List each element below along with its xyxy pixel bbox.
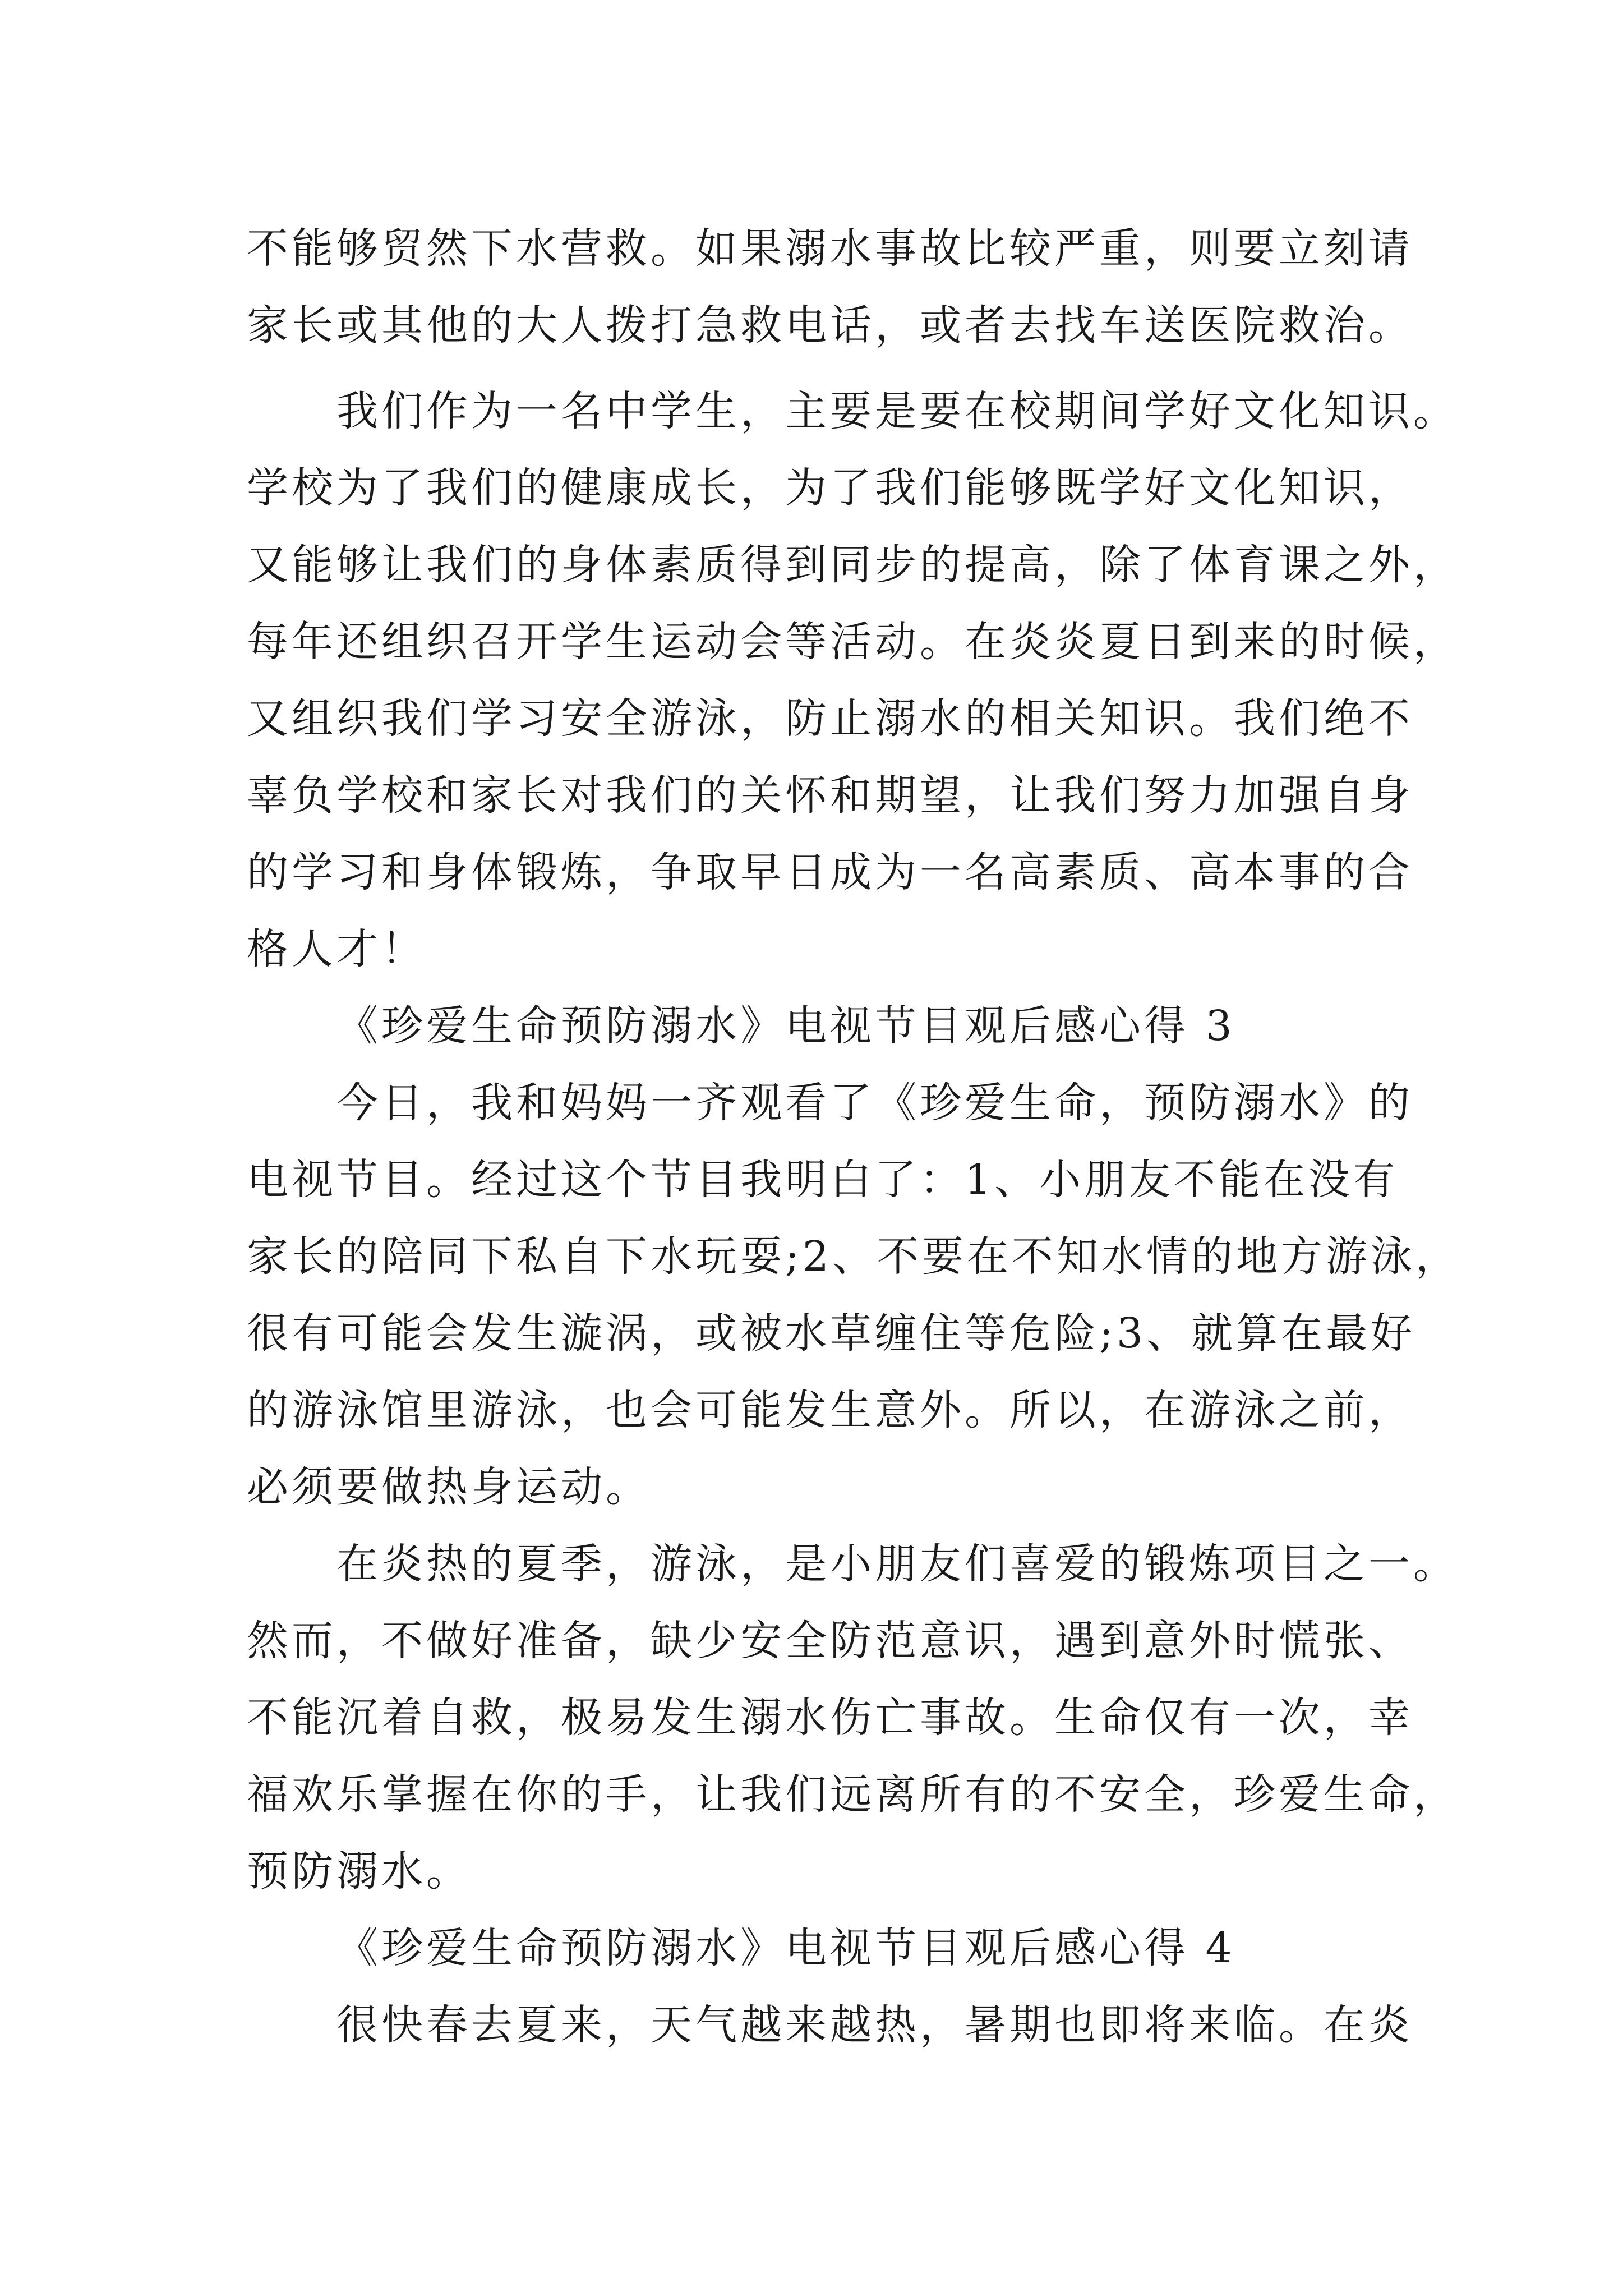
section-heading: 《珍爱生命预防溺水》电视节目观后感心得 4 <box>336 1924 1235 1972</box>
text-line: 格人才！ <box>247 925 426 973</box>
paragraph-start: 今日，我和妈妈一齐观看了《珍爱生命，预防溺水》的 <box>336 1079 1413 1127</box>
text-line: 家长或其他的大人拨打急救电话，或者去找车送医院救治。 <box>247 301 1413 349</box>
text-line: 电视节目。经过这个节目我明白了：1、小朋友不能在没有 <box>247 1156 1399 1204</box>
text-line: 又能够让我们的身体素质得到同步的提高，除了体育课之外， <box>247 541 1458 589</box>
paragraph-start: 在炎热的夏季，游泳，是小朋友们喜爱的锻炼项目之一。 <box>336 1540 1458 1588</box>
section-heading: 《珍爱生命预防溺水》电视节目观后感心得 3 <box>336 1002 1235 1050</box>
paragraph-start: 很快春去夏来，天气越来越热，暑期也即将来临。在炎 <box>336 2001 1413 2049</box>
text-line: 福欢乐掌握在你的手，让我们远离所有的不安全，珍爱生命， <box>247 1770 1458 1819</box>
text-line: 又组织我们学习安全游泳，防止溺水的相关知识。我们绝不 <box>247 694 1413 743</box>
text-line: 不能沉着自救，极易发生溺水伤亡事故。生命仅有一次，幸 <box>247 1694 1413 1742</box>
text-line: 每年还组织召开学生运动会等活动。在炎炎夏日到来的时候， <box>247 618 1458 666</box>
text-line: 家长的陪同下私自下水玩耍;2、不要在不知水情的地方游泳， <box>247 1232 1461 1281</box>
text-line: 辜负学校和家长对我们的关怀和期望，让我们努力加强自身 <box>247 771 1413 820</box>
text-line: 学校为了我们的健康成长，为了我们能够既学好文化知识， <box>247 464 1413 512</box>
document-body <box>247 210 1461 2064</box>
text-line: 很有可能会发生漩涡，或被水草缠住等危险;3、就算在最好 <box>247 1309 1416 1358</box>
text-line: 的学习和身体锻炼，争取早日成为一名高素质、高本事的合 <box>247 848 1413 896</box>
text-line: 不能够贸然下水营救。如果溺水事故比较严重，则要立刻请 <box>247 224 1413 273</box>
text-line: 然而，不做好准备，缺少安全防范意识，遇到意外时慌张、 <box>247 1617 1413 1665</box>
paragraph-start: 我们作为一名中学生，主要是要在校期间学好文化知识。 <box>336 387 1458 435</box>
text-line: 的游泳馆里游泳，也会可能发生意外。所以，在游泳之前， <box>247 1386 1413 1434</box>
text-line: 必须要做热身运动。 <box>247 1463 651 1511</box>
text-line: 预防溺水。 <box>247 1847 471 1895</box>
